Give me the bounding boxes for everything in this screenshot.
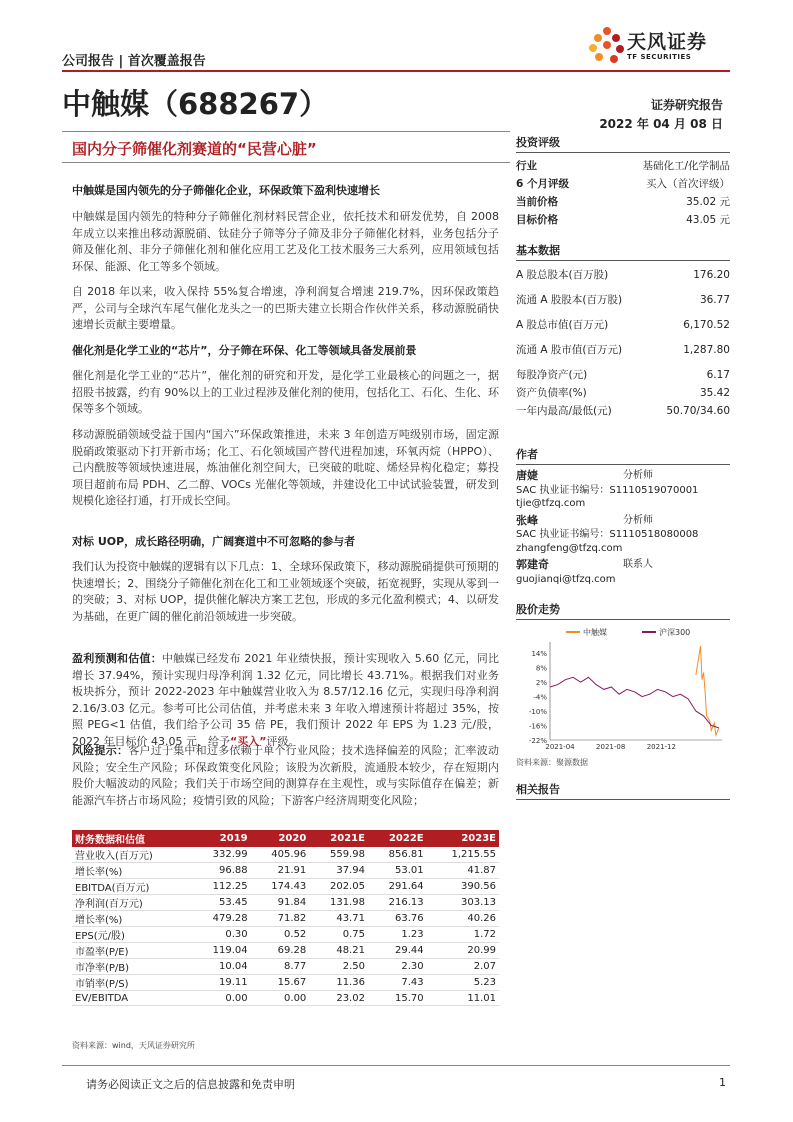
row-label: EBITDA(百万元): [72, 879, 192, 895]
table-row: [72, 895, 499, 911]
basic-data-key: 每股净资产(元): [516, 368, 588, 381]
cell-value: 1.72: [427, 927, 499, 943]
report-type: 公司报告 | 首次覆盖报告: [62, 54, 206, 69]
body-s5: [72, 743, 499, 809]
rating-value: 35.02 元: [686, 196, 730, 208]
author-block: [516, 558, 730, 586]
related-panel: [516, 781, 730, 800]
rating-panel: [516, 134, 730, 229]
author-role: 分析师: [623, 514, 653, 526]
rating-buy: “买入”: [229, 734, 267, 748]
cell-value: 96.88: [192, 863, 251, 879]
body-s1-p2: [72, 284, 499, 334]
x-tick-label: 2021-12: [646, 743, 676, 751]
risk-paragraph: [72, 743, 499, 809]
cell-value: 10.04: [192, 959, 251, 975]
cell-value: 7.43: [368, 975, 427, 991]
section-1-heading: 中触媒是国内领先的分子筛催化企业，环保政策下盈利快速增长: [72, 184, 380, 197]
body-s2-p2: [72, 427, 499, 510]
basic-data-value: 35.42: [699, 387, 730, 399]
rating-row: [516, 211, 730, 229]
legend-label: 中触媒: [583, 628, 607, 637]
price-chart-heading: 股价走势: [516, 601, 730, 620]
section-1-paragraph-1: 中触媒是国内领先的特种分子筛催化剂材料民营企业，依托技术和研发优势，自 2008 年成立以来推出移动源脱硝、钛硅分子筛等分子筛及非分子筛催化材料，业务包括分子筛及催化剂、非分子筛催化剂和催化应用工艺及化工技术服务三大系列，应用领域包括环保、能源、化工等多个领域。: [72, 210, 499, 273]
cell-value: 15.67: [251, 975, 310, 991]
cell-value: 2.50: [309, 959, 368, 975]
basic-data-row: [516, 316, 730, 334]
cell-value: 11.36: [309, 975, 368, 991]
cell-value: 174.43: [251, 879, 310, 895]
author-name-line: [516, 469, 730, 484]
cell-value: 20.99: [427, 943, 499, 959]
basic-data-row: [516, 334, 730, 366]
row-label: 市净率(P/B): [72, 959, 192, 975]
series-line: [696, 646, 719, 735]
table-row: [72, 911, 499, 927]
rating-key: 目标价格: [516, 214, 558, 226]
author-email: zhangfeng@tfzq.com: [516, 542, 623, 554]
rating-row: [516, 193, 730, 211]
valuation-text-a: 中触媒已经发布 2021 年业绩快报，预计实现收入 5.60 亿元，同比增长 37.94%，预计实现归母净利润 1.32 亿元，同比增长 43.71%。根据我们对业务板块拆分，预计 2022-2023 年中触媒营业收入为 8.57/12.16 亿元，实现归母净利润 2.16/3.03 亿元。参考可比公司估值，并考虑未来 3 年收入增速预计将超过 35%，按照 PEG<1 估值，我们给予公司 35 倍 PE，我们预计 2022 年 EPS 为 1.23 元/股，2022 年目标价 43.05 元，给予: [72, 652, 499, 748]
basic-data-key: 流通 A 股股本(百万股): [516, 293, 623, 306]
table-row: [72, 847, 499, 863]
financials-source: 资料来源：wind，天风证券研究所: [72, 1041, 195, 1050]
price-chart-panel: [516, 601, 730, 768]
author-email: tjie@tfzq.com: [516, 498, 586, 509]
cell-value: 0.30: [192, 927, 251, 943]
cell-value: 1.23: [368, 927, 427, 943]
legend-label: 沪深300: [659, 628, 691, 637]
valuation-paragraph: [72, 651, 499, 750]
col-header: 2022E: [368, 830, 427, 847]
report-title: 国内分子筛催化剂赛道的“民营心脏”: [72, 140, 317, 158]
body-s2-head: [72, 343, 499, 360]
cell-value: 131.98: [309, 895, 368, 911]
col-header: 2021E: [309, 830, 368, 847]
author-heading: 作者: [516, 446, 730, 465]
author-cert: SAC 执业证书编号：S1110518080008: [516, 529, 699, 540]
series-line: [550, 677, 719, 728]
cell-value: 390.56: [427, 879, 499, 895]
author-panel: [516, 446, 730, 589]
table-row: [72, 927, 499, 943]
cell-value: 48.21: [309, 943, 368, 959]
y-tick-label: -10%: [528, 708, 547, 717]
basic-data-row: [516, 366, 730, 384]
cell-value: 1,215.55: [427, 847, 499, 863]
financials-body: [72, 847, 499, 1006]
financials-table: [72, 830, 499, 1006]
cell-value: 332.99: [192, 847, 251, 863]
author-block: [516, 469, 730, 511]
section-2-heading: 催化剂是化学工业的“芯片”，分子筛在环保、化工等领域具备发展前景: [72, 344, 417, 357]
y-tick-label: 8%: [535, 664, 547, 673]
section-1-paragraph-2: 自 2018 年以来，收入保持 55%复合增速，净利润复合增速 219.7%，因环保政策趋严，公司与全球汽车尾气催化龙头之一的巴斯夫建立长期合作伙伴关系，移动源脱硝快速增长贡献主要增量。: [72, 285, 499, 331]
company-name: 中触媒（688267）: [62, 87, 329, 121]
valuation-text-b: 评级。: [266, 734, 300, 748]
body-section-1: [72, 183, 499, 200]
cell-value: 91.84: [251, 895, 310, 911]
cell-value: 43.71: [309, 911, 368, 927]
cell-value: 71.82: [251, 911, 310, 927]
basic-data-key: A 股总股本(百万股): [516, 268, 609, 281]
basic-data-value: 1,287.80: [683, 344, 730, 356]
basic-data-value: 176.20: [693, 269, 730, 281]
author-name-line: [516, 514, 730, 529]
body-s2-p1: [72, 368, 499, 418]
rating-row: [516, 157, 730, 175]
y-tick-label: -16%: [528, 722, 547, 731]
basic-data-value: 36.77: [699, 294, 730, 306]
price-chart-source: 资料来源：聚源数据: [516, 758, 588, 767]
cell-value: 23.02: [309, 991, 368, 1006]
risk-label: 风险提示：: [72, 744, 129, 757]
cell-value: 112.25: [192, 879, 251, 895]
rating-key: 6 个月评级: [516, 178, 569, 190]
cell-value: 559.98: [309, 847, 368, 863]
cell-value: 405.96: [251, 847, 310, 863]
footer-disclaimer: 请务必阅读正文之后的信息披露和免责申明: [86, 1078, 295, 1091]
row-label: 增长率(%): [72, 863, 192, 879]
y-tick-label: 2%: [535, 679, 547, 688]
rating-key: 行业: [516, 160, 537, 172]
col-header: 2023E: [427, 830, 499, 847]
row-label: 增长率(%): [72, 911, 192, 927]
cell-value: 0.75: [309, 927, 368, 943]
cell-value: 202.05: [309, 879, 368, 895]
author-role: 联系人: [623, 559, 653, 570]
basic-data-heading: 基本数据: [516, 242, 730, 261]
col-header: 2019: [192, 830, 251, 847]
section-2-paragraph-1: 催化剂是化学工业的“芯片”，催化剂的研究和开发，是化学工业最核心的问题之一，据招股书披露，约有 90%以上的工业过程涉及催化剂的使用，包括化工、石化、生化、环保等多个领域。: [72, 369, 499, 415]
basic-data-key: 资产负债率(%): [516, 386, 587, 399]
row-label: EV/EBITDA: [72, 991, 192, 1006]
rating-row: [516, 175, 730, 193]
related-heading: 相关报告: [516, 781, 730, 800]
basic-data-row: [516, 266, 730, 284]
cell-value: 216.13: [368, 895, 427, 911]
basic-data-key: 一年内最高/最低(元): [516, 404, 612, 417]
cell-value: 19.11: [192, 975, 251, 991]
financials-head: 财务数据和估值: [72, 830, 192, 847]
rating-value: 43.05 元: [686, 214, 730, 226]
basic-data-value: 50.70/34.60: [666, 405, 730, 417]
header-rule: [62, 70, 730, 72]
cell-value: 53.01: [368, 863, 427, 879]
y-tick-label: -4%: [533, 693, 547, 702]
footer-rule: [62, 1065, 730, 1066]
cell-value: 119.04: [192, 943, 251, 959]
row-label: 市盈率(P/E): [72, 943, 192, 959]
logo-cn-text: 天风证券: [627, 31, 708, 53]
rating-value: 买入（首次评级）: [646, 178, 730, 190]
row-label: EPS(元/股): [72, 927, 192, 943]
basic-data-row: [516, 402, 730, 420]
cell-value: 15.70: [368, 991, 427, 1006]
basic-data-value: 6,170.52: [683, 319, 730, 331]
cell-value: 0.00: [192, 991, 251, 1006]
table-row: [72, 863, 499, 879]
cell-value: 37.94: [309, 863, 368, 879]
table-row: [72, 959, 499, 975]
cell-value: 303.13: [427, 895, 499, 911]
basic-data-value: 6.17: [706, 369, 730, 381]
body-s4: [72, 651, 499, 750]
page-number: 1: [719, 1076, 726, 1089]
financials-header-row: [72, 830, 499, 847]
risk-text: 客户过于集中和过多依赖于单个行业风险；技术选择偏差的风险；汇率波动风险；安全生产风险；环保政策变化风险；该股为次新股，流通股本较少，存在短期内股价大幅波动的风险；我们关于市场空间的测算存在主观性，或与实际值存在偏差；新能源汽车挤占市场风险；疫情引致的风险；下游客户经济周期变化风险；: [72, 744, 500, 807]
x-tick-label: 2021-08: [596, 743, 626, 751]
valuation-label: 盈利预测和估值：: [72, 652, 162, 665]
y-tick-label: 14%: [531, 650, 547, 659]
author-email: guojianqi@tfzq.com: [516, 573, 616, 585]
author-name: 唐婕: [516, 469, 538, 482]
author-role: 分析师: [623, 470, 653, 481]
author-cert: SAC 执业证书编号：S1110519070001: [516, 484, 699, 496]
rating-heading: 投资评级: [516, 134, 730, 153]
cell-value: 69.28: [251, 943, 310, 959]
author-name-line: [516, 558, 730, 573]
basic-data-panel: [516, 242, 730, 420]
cell-value: 0.52: [251, 927, 310, 943]
rating-value: 基础化工/化学制品: [642, 160, 730, 172]
cell-value: 0.00: [251, 991, 310, 1006]
rating-key: 当前价格: [516, 196, 558, 208]
cell-value: 2.07: [427, 959, 499, 975]
cell-value: 291.64: [368, 879, 427, 895]
col-header: 2020: [251, 830, 310, 847]
cell-value: 2.30: [368, 959, 427, 975]
price-chart: [516, 624, 730, 754]
basic-data-key: A 股总市值(百万元): [516, 318, 609, 331]
row-label: 营业收入(百万元): [72, 847, 192, 863]
section-3-paragraph-1: 我们认为投资中触媒的逻辑有以下几点：1、全球环保政策下，移动源脱硝提供可预期的快速增长；2、围绕分子筛催化剂在化工和工业领域逐个突破，拓宽视野，实现从零到一的突破；3、对标 UOP，提供催化解决方案工艺包，形成的多元化盈利模式；4、以研发为基础，在更广阔的催化前沿领域进一步突破。: [72, 560, 499, 623]
table-row: [72, 943, 499, 959]
rating-rows: [516, 157, 730, 229]
section-2-paragraph-2: 移动源脱硝领域受益于国内“国六”环保政策推进，未来 3 年创造万吨级别市场，固定源脱硝政策驱动下打开新市场；化工、石化领域国产替代进程加速，环氧丙烷（HPPO）、己内酰胺等领域快速进展，炼油催化剂空间大，已突破的吡啶、烯烃异构化稳定；募投项目超前布局 PDH、乙二醇、VOCs 光催化等领域，并建设化工中试试验装置，研发到规模化途径打通，打开成长空间。: [72, 428, 499, 507]
y-tick-label: -22%: [528, 737, 547, 745]
basic-data-rows: [516, 266, 730, 420]
basic-data-key: 流通 A 股市值(百万元): [516, 343, 623, 356]
table-row: [72, 975, 499, 991]
table-row: [72, 991, 499, 1006]
cell-value: 63.76: [368, 911, 427, 927]
cell-value: 29.44: [368, 943, 427, 959]
logo-en-text: TF SECURITIES: [627, 53, 692, 61]
cell-value: 40.26: [427, 911, 499, 927]
section-3-heading: 对标 UOP，成长路径明确，广阔赛道中不可忽略的参与者: [72, 535, 356, 548]
basic-data-row: [516, 384, 730, 402]
row-label: 市销率(P/S): [72, 975, 192, 991]
cell-value: 5.23: [427, 975, 499, 991]
author-name: 郭建奇: [516, 558, 549, 571]
x-tick-label: 2021-04: [545, 743, 575, 751]
author-name: 张峰: [516, 513, 538, 527]
report-label: 证券研究报告: [650, 98, 723, 112]
row-label: 净利润(百万元): [72, 895, 192, 911]
cell-value: 53.45: [192, 895, 251, 911]
cell-value: 856.81: [368, 847, 427, 863]
cell-value: 41.87: [427, 863, 499, 879]
basic-data-row: [516, 284, 730, 316]
author-block: [516, 514, 730, 556]
cell-value: 11.01: [427, 991, 499, 1006]
table-row: [72, 879, 499, 895]
body-s1-p1: [72, 209, 499, 275]
body-s3-p1: [72, 559, 499, 625]
cell-value: 21.91: [251, 863, 310, 879]
author-rows: [516, 469, 730, 586]
report-date: 2022 年 04 月 08 日: [599, 117, 723, 131]
cell-value: 8.77: [251, 959, 310, 975]
body-s3-head: [72, 534, 499, 551]
cell-value: 479.28: [192, 911, 251, 927]
